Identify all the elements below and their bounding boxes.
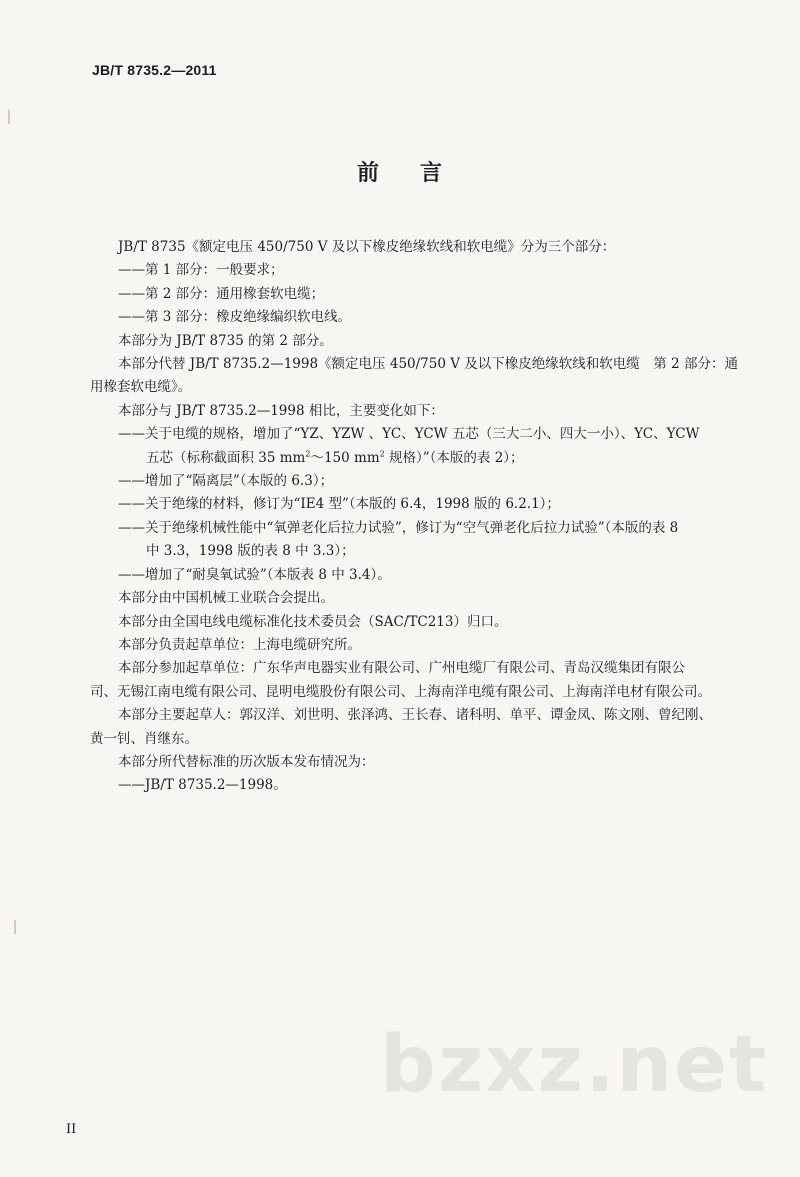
title-char-2: 言 (420, 161, 444, 186)
paragraph: 本部分主要起草人：郭汉洋、刘世明、张泽鸿、王长春、诸科明、单平、谭金凤、陈文刚、曾纪刚、 (118, 707, 712, 724)
list-item-continuation: 中 3.3，1998 版的表 8 中 3.3）； (146, 543, 355, 560)
paragraph-continuation: 用橡套软电缆》。 (90, 379, 192, 396)
list-item: ——关于绝缘的材料，修订为“IE4 型”（本版的 6.4，1998 版的 6.2.1）； (118, 496, 560, 513)
scan-artifact (8, 110, 10, 124)
superscript: 2 (379, 449, 385, 459)
standard-code: JB/T 8735.2—2011 (92, 62, 217, 78)
paragraph: 本部分参加起草单位：广东华声电器实业有限公司、广州电缆厂有限公司、青岛汉缆集团有限公 (118, 660, 685, 677)
list-item: ——第 1 部分：一般要求； (118, 262, 284, 279)
paragraph: 本部分负责起草单位：上海电缆研究所。 (118, 636, 361, 653)
paragraph: 本部分由中国机械工业联合会提出。 (118, 590, 334, 607)
paragraph: 本部分代替 JB/T 8735.2—1998《额定电压 450/750 V 及以下橡皮绝缘软线和软电缆 第 2 部分：通 (118, 356, 738, 373)
list-item: ——关于电缆的规格，增加了“YZ、YZW 、YC、YCW 五芯（三大二小、四大一小）、YC、YCW (118, 426, 700, 443)
text-segment: ～150 mm (310, 449, 380, 466)
paragraph: 本部分由全国电线电缆标准化技术委员会（SAC/TC213）归口。 (118, 613, 508, 630)
page-title (0, 156, 800, 187)
text-segment: 五芯（标称截面积 35 mm (146, 449, 306, 466)
title-char-1: 前 (356, 161, 380, 186)
text-segment: 规格）”（本版的表 2）； (384, 449, 524, 466)
superscript: 2 (305, 449, 311, 459)
watermark: bzxz.net (380, 1020, 769, 1110)
paragraph: JB/T 8735《额定电压 450/750 V 及以下橡皮绝缘软线和软电缆》分为三个部分： (118, 239, 616, 255)
paragraph-continuation: 司、无锡江南电缆有限公司、昆明电缆股份有限公司、上海南洋电缆有限公司、上海南洋电材有限公司。 (90, 683, 711, 700)
page-number: II (66, 1122, 77, 1137)
list-item-continuation (90, 447, 740, 470)
list-item: ——关于绝缘机械性能中“氧弹老化后拉力试验”，修订为“空气弹老化后拉力试验”（本版的表 8 (118, 519, 679, 536)
paragraph: 本部分为 JB/T 8735 的第 2 部分。 (118, 332, 333, 349)
list-item: ——增加了“耐臭氧试验”（本版表 8 中 3.4）。 (118, 566, 391, 583)
list-item: ——JB/T 8735.2—1998。 (118, 777, 287, 794)
list-item: ——第 3 部分：橡皮绝缘编织软电线。 (118, 309, 352, 326)
list-item: ——第 2 部分：通用橡套软电缆； (118, 285, 325, 302)
paragraph: 本部分与 JB/T 8735.2—1998 相比，主要变化如下： (118, 402, 444, 419)
paragraph: 本部分所代替标准的历次版本发布情况为： (118, 753, 375, 770)
scan-artifact (14, 920, 16, 934)
foreword-body (90, 236, 740, 798)
paragraph-continuation: 黄一钊、肖继东。 (90, 730, 198, 747)
list-item: ——增加了“隔离层”（本版的 6.3）； (118, 473, 334, 490)
